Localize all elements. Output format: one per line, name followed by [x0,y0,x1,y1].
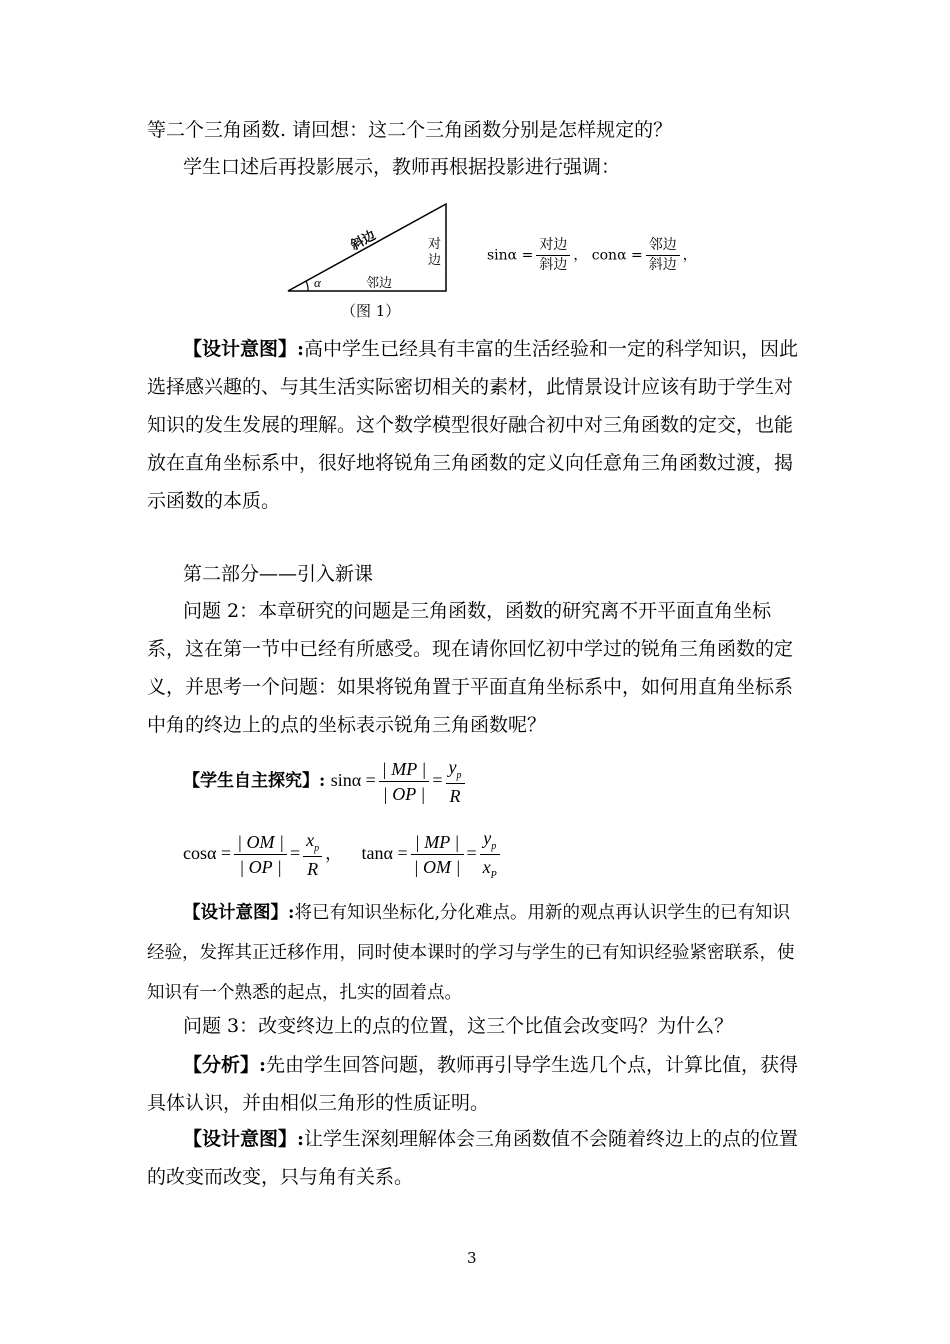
section-title: 第二部分——引入新课 [183,563,374,585]
tan-alpha: tanα = [361,843,408,863]
figure-caption: （图 1） [341,302,401,320]
x-numerator: $x_p$ [303,828,322,857]
right-triangle-figure [280,196,460,296]
comma-1: ， [573,247,588,264]
mp-op-fraction [379,757,430,806]
page-number: 3 [467,1249,477,1267]
mp-numerator: | MP | [379,757,430,782]
design-intent-3 [147,1120,807,1196]
equals-sign-3: = [466,843,477,863]
con-label: conα = [591,247,643,264]
design-intent-3-tag: 【设计意图】: [183,1128,305,1150]
y-numerator: $y_p$ [446,755,465,784]
student-explore-sin [183,755,468,808]
y-over-x-fraction [480,826,500,883]
sin-alpha: sinα = [330,770,376,790]
sin-denominator: 斜边 [539,257,568,273]
analysis [147,1046,807,1122]
analysis-text: 先由学生回答问题，教师再引导学生选几个点，计算比值，获得具体认识，并由相似三角形的性质证明。 [147,1054,799,1114]
question-3: 问题 3：改变终边上的点的位置，这三个比值会改变吗？为什么？ [183,1015,734,1037]
con-numerator: 邻边 [646,236,680,256]
sin-numerator: 对边 [536,236,570,256]
ratio-formulas [487,236,697,275]
mp-om-fraction [411,830,464,879]
sin-label: sinα = [487,247,534,264]
equals-sign: = [432,770,443,790]
adjacent-label: 邻边 [366,276,393,291]
equals-sign-2: = [289,843,301,863]
yp-numerator: $y_p$ [480,826,500,855]
text-line-recall: 等二个三角函数. 请回想：这二个三角函数分别是怎样规定的？ [147,119,673,141]
R-denominator: R [449,786,461,806]
opposite-label-bottom: 边 [428,253,442,268]
om-op-fraction [234,830,287,879]
y-over-R-fraction [446,755,465,808]
R-denominator-2: R [307,859,319,879]
comma-3: ， [325,844,343,864]
sin-fraction [536,236,570,275]
angle-alpha-label: α [314,275,321,290]
design-intent-2-tag: 【设计意图】: [183,903,295,923]
text-line-projection: 学生口述后再投影展示，教师再根据投影进行强调： [183,156,621,178]
design-intent-1 [147,330,807,520]
op-denominator-2: | OP | [239,857,282,877]
om-numerator: | OM | [234,830,287,855]
design-intent-2 [147,893,807,1013]
cos-alpha: cosα = [183,843,232,863]
question-2-text: 问题 2：本章研究的问题是三角函数，函数的研究离不开平面直角坐标系，这在第一节中已经有所感受。现在请你回忆初中学过的锐角三角函数的定义，并思考一个问题：如果将锐角置于平面直角坐标系中，如何用直角坐标系中角的终边上的点的坐标表示锐角三角函数呢？ [147,600,794,736]
xp-denominator: $x_P$ [482,857,497,881]
x-over-R-fraction [303,828,322,881]
con-denominator: 斜边 [648,257,677,273]
op-denominator: | OP | [382,784,426,804]
design-intent-1-tag: 【设计意图】: [183,338,305,360]
explore-tag: 【学生自主探究】: [183,771,326,791]
angle-arc [306,281,308,291]
om-denominator: | OM | [413,857,461,877]
con-fraction [646,236,680,275]
student-explore-cos-tan [183,826,503,883]
design-intent-1-text: 高中学生已经具有丰富的生活经验和一定的科学知识，因此选择感兴趣的、与其生活实际密切相关的素材，此情景设计应该有助于学生对知识的发生发展的理解。这个数学模型很好融合初中对三角函数的定交，也能放在直角坐标系中，很好地将锐角三角函数的定义向任意角三角函数过渡，揭示函数的本质。 [147,338,799,512]
question-2 [147,592,807,744]
design-intent-2-text: 将已有知识坐标化,分化难点。用新的观点再认识学生的已有知识经验，发挥其正迁移作用，同时使本课时的学习与学生的已有知识经验紧密联系，使知识有一个熟悉的起点，扎实的固着点。 [147,903,795,1003]
hypotenuse-label: 斜边 [348,228,379,254]
mp-numerator-2: | MP | [411,830,464,855]
design-intent-3-text: 让学生深刻理解体会三角函数值不会随着终边上的点的位置的改变而改变，只与角有关系。 [147,1128,799,1188]
opposite-label-top: 对 [428,237,442,252]
analysis-tag: 【分析】: [183,1054,267,1076]
comma-2: ， [682,247,697,264]
